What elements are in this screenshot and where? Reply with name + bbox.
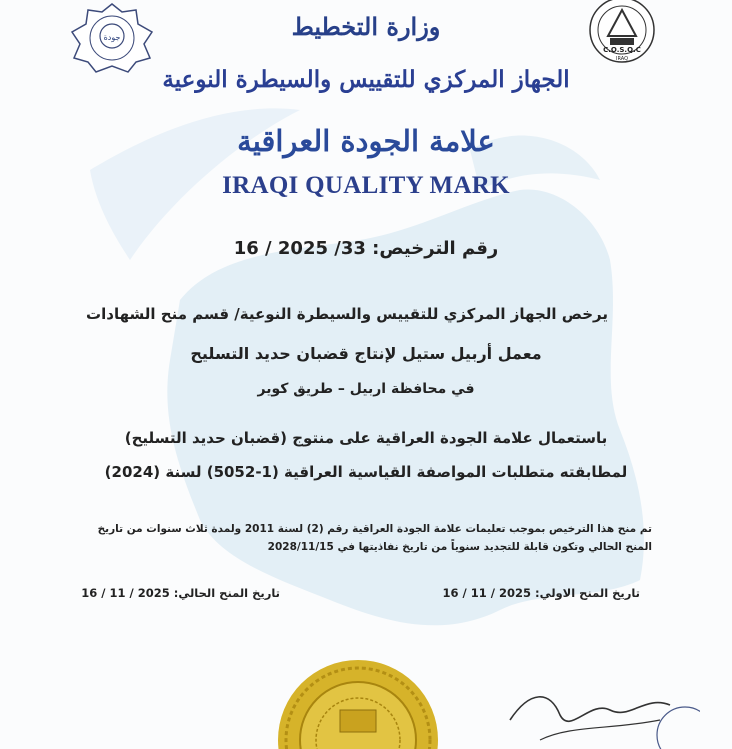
current-grant-label: تاريخ المنح الحالي: [173, 586, 280, 600]
license-terms-text: المنح الحالي وتكون قابلة للتجديد سنوياً من تاريخ نفاذيتها في [337, 541, 652, 553]
first-grant-label: تاريخ المنح الاولي: [534, 586, 640, 600]
current-grant-date [81, 586, 280, 600]
specification-statement: لمطابقته متطلبات المواصفة القياسية العراقية (1-5052) لسنة (2024) [104, 463, 628, 481]
organization-title: الجهاز المركزي للتقييس والسيطرة النوعية [162, 66, 570, 93]
company-location: في محافظة اربيل – طريق كوير [257, 381, 475, 397]
quality-mark-title-en: IRAQI QUALITY MARK [222, 172, 510, 199]
first-grant-value: 16 / 11 / 2025 [442, 586, 531, 600]
gold-seal [268, 650, 448, 749]
license-terms-line-1: تم منح هذا الترخيص بموجب تعليمات علامة الجودة العراقية رقم (2) لسنة 2011 ولمدة ثلاث سنوات من تاريخ [97, 523, 652, 535]
license-label: رقم الترخيص: [372, 238, 499, 259]
right-logo-subtext: IRAQ [615, 56, 629, 62]
expiry-date: 2028/11/15 [267, 541, 334, 553]
company-name: معمل أربيل ستيل لإنتاج قضبان حديد التسليح [190, 344, 542, 363]
current-grant-value: 16 / 11 / 2025 [81, 586, 170, 600]
license-number: 16 / 2025 /33 [233, 238, 366, 259]
grant-statement: يرخص الجهاز المركزي للتقييس والسيطرة النوعية/ قسم منح الشهادات [86, 305, 608, 323]
first-grant-date [443, 586, 640, 600]
signature [470, 680, 700, 749]
usage-statement: باستعمال علامة الجودة العراقية على منتوج (قضبان حديد التسليح) [124, 429, 608, 447]
license-terms-line-2 [92, 538, 652, 556]
left-logo-text: جودة [103, 33, 121, 42]
ministry-title: وزارة التخطيط [291, 12, 441, 41]
license-number-line [0, 238, 732, 259]
quality-mark-title-ar: علامة الجودة العراقية [237, 124, 495, 158]
right-logo-text: C.O.S.Q.C [603, 46, 641, 54]
